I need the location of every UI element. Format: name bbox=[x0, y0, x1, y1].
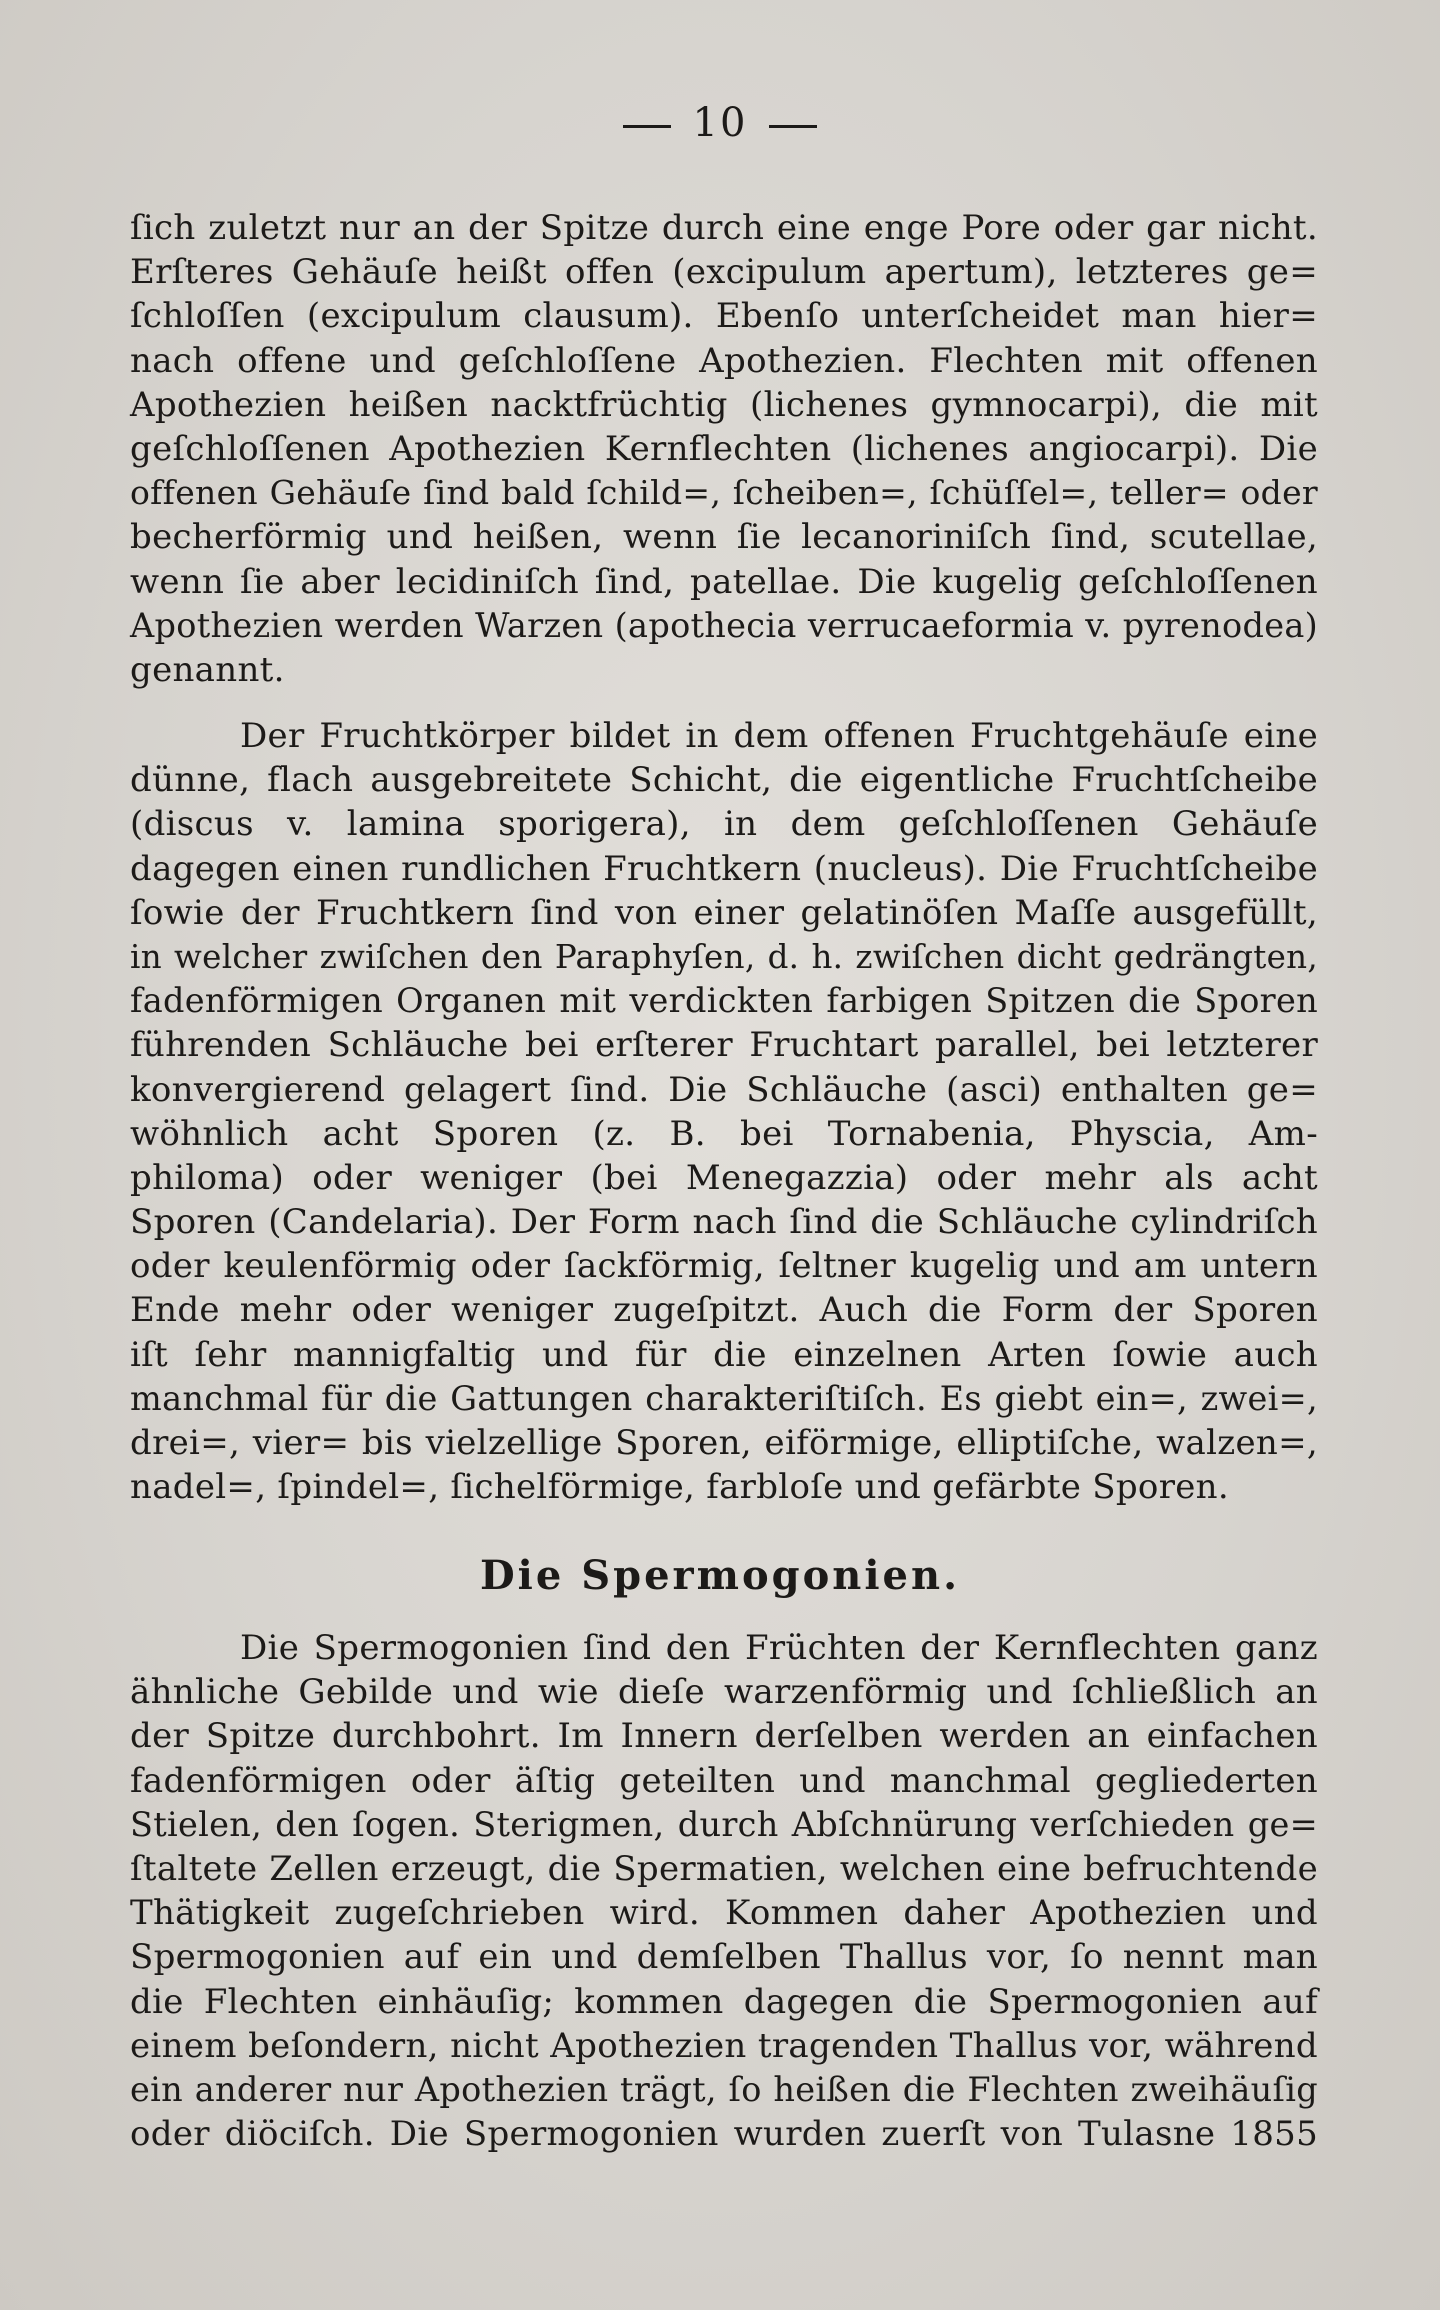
text-line: wöhnlich acht Sporen (z. B. bei Tornabenia, Physcia, Am- bbox=[130, 1113, 1318, 1154]
text-line: nadel=, ſpindel=, ſichelförmige, farbloſe und gefärbte Sporen. bbox=[130, 1467, 1229, 1508]
text-line: führenden Schläuche bei erſterer Fruchtart parallel, bei letzterer bbox=[130, 1025, 1318, 1066]
text-line: genannt. bbox=[130, 649, 285, 690]
text-line: philoma) oder weniger (bei Menegazzia) oder mehr als acht bbox=[130, 1157, 1318, 1198]
page-number bbox=[0, 100, 1440, 146]
text-line: fadenförmigen Organen mit verdickten farbigen Spitzen die Sporen bbox=[130, 981, 1318, 1021]
text-line: manchmal für die Gattungen charakteriſtiſch. Es giebt ein=, zwei=, bbox=[130, 1378, 1318, 1418]
text-line: einem beſondern, nicht Apothezien tragenden Thallus vor, während bbox=[130, 2025, 1318, 2066]
text-line: becherförmig und heißen, wenn ſie lecanoriniſch ſind, scutellae, bbox=[130, 517, 1318, 558]
text-line: Apothezien heißen nacktfrüchtig (lichenes gymnocarpi), die mit bbox=[130, 384, 1318, 425]
text-line: wenn ſie aber lecidiniſch ſind, patellae. Die kugelig geſchloſſenen bbox=[130, 561, 1318, 602]
text-line: Die Spermogonien ſind den Früchten der Kernflechten ganz bbox=[240, 1628, 1318, 1668]
text-line: in welcher zwiſchen den Paraphyſen, d. h. zwiſchen dicht gedrängten, bbox=[130, 937, 1318, 976]
text-line: oder diöciſch. Die Spermogonien wurden zuerſt von Tulasne 1855 bbox=[130, 2114, 1318, 2155]
text-line: offenen Gehäuſe ſind bald ſchild=, ſcheiben=, ſchüſſel=, teller= oder bbox=[130, 473, 1318, 513]
text-line: konvergierend gelagert ſind. Die Schläuche (asci) enthalten ge= bbox=[130, 1069, 1318, 1110]
text-line: Der Fruchtkörper bildet in dem offenen Fruchtgehäuſe eine bbox=[240, 716, 1318, 756]
text-line: dagegen einen rundlichen Fruchtkern (nucleus). Die Fruchtſcheibe bbox=[130, 848, 1318, 889]
text-line: ſowie der Fruchtkern ſind von einer gelatinöſen Maſſe ausgefüllt, bbox=[130, 892, 1318, 933]
text-line: oder keulenförmig oder ſackförmig, ſeltner kugelig und am untern bbox=[130, 1246, 1318, 1287]
left-dash bbox=[623, 125, 671, 128]
text-line: (discus v. lamina sporigera), in dem geſchloſſenen Gehäuſe bbox=[130, 804, 1318, 845]
text-line: die Flechten einhäuſig; kommen dagegen die Spermogonien auf bbox=[130, 1981, 1318, 2022]
text-line: der Spitze durchbohrt. Im Innern derſelben werden an einfachen bbox=[130, 1716, 1318, 1757]
text-line: iſt ſehr mannigfaltig und für die einzelnen Arten ſowie auch bbox=[130, 1334, 1318, 1375]
text-line: Sporen (Candelaria). Der Form nach ſind die Schläuche cylindriſch bbox=[130, 1202, 1318, 1243]
paragraph-fruchtkoerper bbox=[130, 714, 1318, 1509]
text-line: ähnliche Gebilde und wie dieſe warzenförmig und ſchließlich an bbox=[130, 1672, 1318, 1713]
text-line: dünne, flach ausgebreitete Schicht, die eigentliche Fruchtſcheibe bbox=[130, 760, 1318, 801]
paragraph-spermogonien bbox=[130, 1626, 1318, 2156]
text-line: ſchloſſen (excipulum clausum). Ebenſo unterſcheidet man hier= bbox=[130, 296, 1318, 337]
paragraph-continued bbox=[130, 206, 1318, 692]
text-line: ſich zuletzt nur an der Spitze durch eine enge Pore oder gar nicht. bbox=[130, 208, 1318, 248]
text-line: Ende mehr oder weniger zugeſpitzt. Auch die Form der Sporen bbox=[130, 1290, 1318, 1331]
text-line: fadenförmigen oder äſtig geteilten und manchmal gegliederten bbox=[130, 1760, 1318, 1801]
text-line: ſtaltete Zellen erzeugt, die Spermatien, welchen eine befruchtende bbox=[130, 1848, 1318, 1889]
text-line: ein anderer nur Apothezien trägt, ſo heißen die Flechten zweihäuſig bbox=[130, 2069, 1318, 2109]
text-line: Stielen, den ſogen. Sterigmen, durch Abſchnürung verſchieden ge= bbox=[130, 1804, 1318, 1844]
text-line: Erſteres Gehäuſe heißt offen (excipulum apertum), letzteres ge= bbox=[130, 252, 1318, 293]
text-line: nach offene und geſchloſſene Apothezien. Flechten mit offenen bbox=[130, 340, 1318, 381]
text-line: geſchloſſenen Apothezien Kernflechten (lichenes angiocarpi). Die bbox=[130, 428, 1318, 469]
text-line: Spermogonien auf ein und demſelben Thallus vor, ſo nennt man bbox=[130, 1937, 1318, 1978]
text-line: Thätigkeit zugeſchrieben wird. Kommen daher Apothezien und bbox=[130, 1893, 1318, 1934]
right-dash bbox=[769, 125, 817, 128]
page-number-text: 10 bbox=[692, 100, 748, 146]
text-line: Apothezien werden Warzen (apothecia verrucaeformia v. pyrenodea) bbox=[130, 605, 1318, 645]
text-line: drei=, vier= bis vielzellige Sporen, eiförmige, elliptiſche, walzen=, bbox=[130, 1423, 1318, 1463]
section-heading: Die Spermogonien. bbox=[479, 1552, 961, 1599]
